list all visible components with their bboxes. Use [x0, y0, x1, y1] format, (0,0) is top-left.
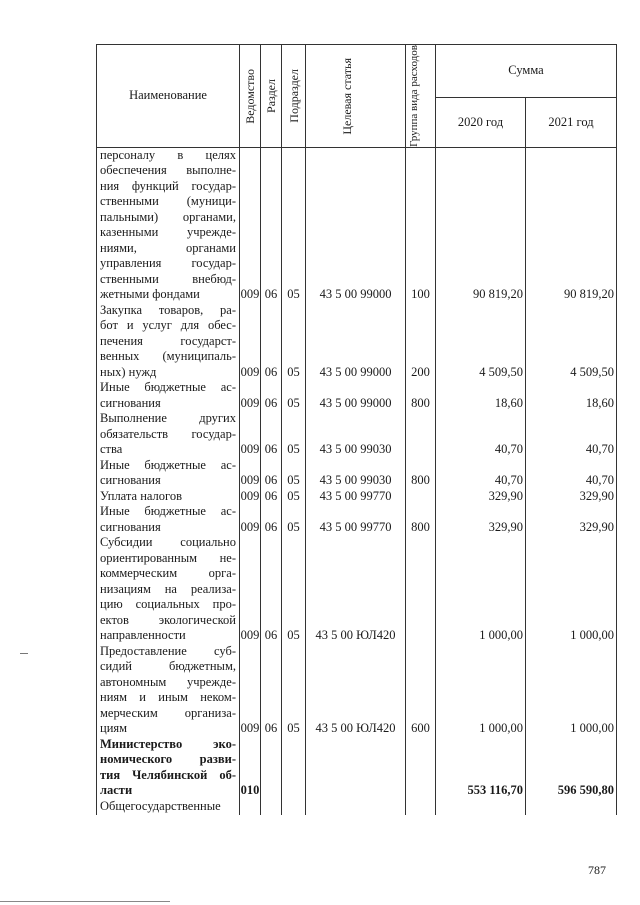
row-podrazdel	[282, 737, 306, 799]
row-gruppa	[406, 489, 436, 505]
row-podrazdel: 05	[282, 504, 306, 535]
empty-cell	[406, 799, 436, 815]
header-podrazdel: Подраздел	[286, 69, 301, 123]
row-celevaya: 43 5 00 99000	[306, 303, 406, 381]
row-gruppa	[406, 737, 436, 799]
row-vedomstvo: 009	[240, 644, 261, 737]
row-celevaya: 43 5 00 99000	[306, 147, 406, 303]
row-razdel: 06	[261, 411, 282, 458]
row-name	[97, 737, 240, 799]
row-razdel: 06	[261, 147, 282, 303]
footer-rule	[0, 901, 170, 902]
row-podrazdel: 05	[282, 380, 306, 411]
row-gruppa: 800	[406, 380, 436, 411]
row-sum-2021: 18,60	[526, 380, 617, 411]
row-name-line: цию социальных про-	[100, 597, 236, 612]
row-sum-2020: 329,90	[436, 489, 526, 505]
row-name-line: коммерческим орга-	[100, 566, 236, 581]
row-sum-2021: 329,90	[526, 489, 617, 505]
row-sum-2020: 1 000,00	[436, 644, 526, 737]
table-row	[97, 380, 617, 411]
header-celevaya: Целевая статья	[339, 57, 354, 135]
table-row	[97, 504, 617, 535]
row-gruppa: 800	[406, 504, 436, 535]
row-name-line: тия Челябинской об-	[100, 767, 236, 782]
table-row	[97, 411, 617, 458]
empty-cell	[306, 799, 406, 815]
row-name-line: жетными фондами	[100, 287, 200, 302]
row-podrazdel: 05	[282, 644, 306, 737]
row-sum-2021: 40,70	[526, 458, 617, 489]
row-name	[97, 411, 240, 458]
row-sum-2021: 90 819,20	[526, 147, 617, 303]
empty-cell	[526, 799, 617, 815]
table-row	[97, 799, 617, 815]
row-name-line: пальными) органами,	[100, 209, 236, 224]
row-vedomstvo: 009	[240, 488, 260, 503]
row-vedomstvo: 009	[240, 380, 261, 411]
row-celevaya: 43 5 00 ЮЛ420	[306, 535, 406, 644]
row-name-line: казенными учрежде-	[100, 225, 236, 240]
row-razdel: 06	[261, 535, 282, 644]
header-name: Наименование	[97, 45, 240, 148]
table-row	[97, 737, 617, 799]
row-podrazdel: 05	[282, 303, 306, 381]
row-sum-2020: 4 509,50	[436, 303, 526, 381]
page-number: 787	[588, 863, 606, 877]
row-sum-2021: 1 000,00	[526, 535, 617, 644]
row-sum-2021: 4 509,50	[526, 303, 617, 381]
row-name-line: ектов экологической	[100, 612, 236, 627]
row-podrazdel: 05	[282, 489, 306, 505]
row-name-line: ния функций государ-	[100, 178, 236, 193]
header-year-2020: 2020 год	[436, 97, 526, 147]
row-name-line: сигнования	[100, 395, 161, 410]
margin-mark	[20, 653, 28, 654]
row-name	[97, 147, 240, 303]
row-name-line: ственными внебюд-	[100, 271, 236, 286]
row-name-line: Уплата налогов	[100, 488, 182, 503]
row-name-line: Субсидии социально	[100, 535, 236, 550]
table-row	[97, 535, 617, 644]
row-name-line: венных (муниципаль-	[100, 349, 236, 364]
row-name-line: персоналу в целях	[100, 147, 236, 162]
row-name	[97, 535, 240, 644]
row-sum-2020: 329,90	[436, 504, 526, 535]
table-row	[97, 303, 617, 381]
row-razdel: 06	[261, 303, 282, 381]
row-name-line: печения государст-	[100, 333, 236, 348]
row-name-line: обязательств государ-	[100, 426, 236, 441]
row-celevaya: 43 5 00 99770	[306, 504, 406, 535]
row-name-line: ниям и иным неком-	[100, 690, 236, 705]
row-name	[97, 489, 240, 505]
row-name-line: ласти	[100, 783, 133, 798]
header-vedomstvo: Ведомство	[243, 68, 257, 124]
row-name-line: циям	[100, 721, 128, 736]
row-celevaya	[306, 737, 406, 799]
row-sum-2020: 40,70	[436, 411, 526, 458]
row-name-line: автономным учрежде-	[100, 674, 236, 689]
row-vedomstvo: 009	[240, 303, 261, 381]
row-sum-2020: 90 819,20	[436, 147, 526, 303]
row-name-line: сидий бюджетным,	[100, 659, 236, 674]
empty-cell	[436, 799, 526, 815]
row-name: Общегосударственные	[97, 799, 240, 815]
row-name-line: Выполнение других	[100, 411, 236, 426]
row-name	[97, 458, 240, 489]
table-body	[97, 147, 617, 815]
row-vedomstvo: 009	[240, 411, 261, 458]
row-celevaya: 43 5 00 99770	[306, 489, 406, 505]
row-sum-2020: 553 116,70	[436, 737, 526, 799]
row-name-line: Министерство эко-	[100, 736, 236, 751]
row-name-line: сигнования	[100, 473, 161, 488]
row-razdel: 06	[261, 489, 282, 505]
empty-cell	[240, 799, 261, 815]
row-name-line: сигнования	[100, 519, 161, 534]
table-row	[97, 147, 617, 303]
row-gruppa: 800	[406, 458, 436, 489]
row-name-line: мерческим организа-	[100, 705, 236, 720]
row-razdel: 06	[261, 380, 282, 411]
row-sum-2021: 596 590,80	[526, 737, 617, 799]
row-name	[97, 644, 240, 737]
row-sum-2020: 40,70	[436, 458, 526, 489]
row-vedomstvo: 009	[240, 458, 261, 489]
row-sum-2021: 40,70	[526, 411, 617, 458]
header-summa: Сумма	[436, 45, 617, 98]
row-name	[97, 504, 240, 535]
row-name-line: Иные бюджетные ас-	[100, 457, 236, 472]
row-sum-2020: 18,60	[436, 380, 526, 411]
table-row	[97, 644, 617, 737]
header-year-2021: 2021 год	[526, 97, 617, 147]
row-name-line: ства	[100, 442, 123, 457]
table-row	[97, 489, 617, 505]
row-celevaya: 43 5 00 99030	[306, 458, 406, 489]
row-gruppa: 100	[406, 147, 436, 303]
row-name-line: ориентированным не-	[100, 550, 236, 565]
table-header	[97, 45, 617, 148]
row-name-line: управления государ-	[100, 256, 236, 271]
row-sum-2021: 329,90	[526, 504, 617, 535]
row-name-line: низациям на реализа-	[100, 581, 236, 596]
row-name-line: ных) нужд	[100, 364, 157, 379]
row-podrazdel: 05	[282, 411, 306, 458]
row-name-line: Иные бюджетные ас-	[100, 504, 236, 519]
row-razdel: 06	[261, 458, 282, 489]
row-name-line: направленности	[100, 628, 186, 643]
empty-cell	[261, 799, 282, 815]
row-sum-2021: 1 000,00	[526, 644, 617, 737]
row-podrazdel: 05	[282, 147, 306, 303]
row-gruppa: 200	[406, 303, 436, 381]
row-vedomstvo: 009	[240, 504, 261, 535]
row-celevaya: 43 5 00 99000	[306, 380, 406, 411]
row-celevaya: 43 5 00 ЮЛ420	[306, 644, 406, 737]
row-gruppa	[406, 535, 436, 644]
row-razdel: 06	[261, 504, 282, 535]
row-name-line: ственными (муници-	[100, 194, 236, 209]
row-gruppa	[406, 411, 436, 458]
empty-cell	[282, 799, 306, 815]
row-name	[97, 303, 240, 381]
budget-table	[96, 44, 617, 815]
row-name-line: бот и услуг для обес-	[100, 318, 236, 333]
row-name-line: Закупка товаров, ра-	[100, 302, 236, 317]
row-podrazdel: 05	[282, 458, 306, 489]
row-vedomstvo: 010	[240, 737, 261, 799]
row-name-line: номического разви-	[100, 752, 236, 767]
row-podrazdel: 05	[282, 535, 306, 644]
table-row	[97, 458, 617, 489]
row-razdel	[261, 737, 282, 799]
row-name-line: ниями, органами	[100, 240, 236, 255]
row-name-line: обеспечения выполне-	[100, 163, 236, 178]
row-name-line: Предоставление суб-	[100, 643, 236, 658]
row-vedomstvo: 009	[240, 147, 261, 303]
header-razdel: Раздел	[264, 78, 278, 113]
row-name-line: Иные бюджетные ас-	[100, 380, 236, 395]
row-vedomstvo: 009	[240, 535, 261, 644]
row-celevaya: 43 5 00 99030	[306, 411, 406, 458]
row-sum-2020: 1 000,00	[436, 535, 526, 644]
header-gruppa: Группа вида расходов	[407, 45, 420, 147]
row-gruppa: 600	[406, 644, 436, 737]
row-name	[97, 380, 240, 411]
row-razdel: 06	[261, 644, 282, 737]
